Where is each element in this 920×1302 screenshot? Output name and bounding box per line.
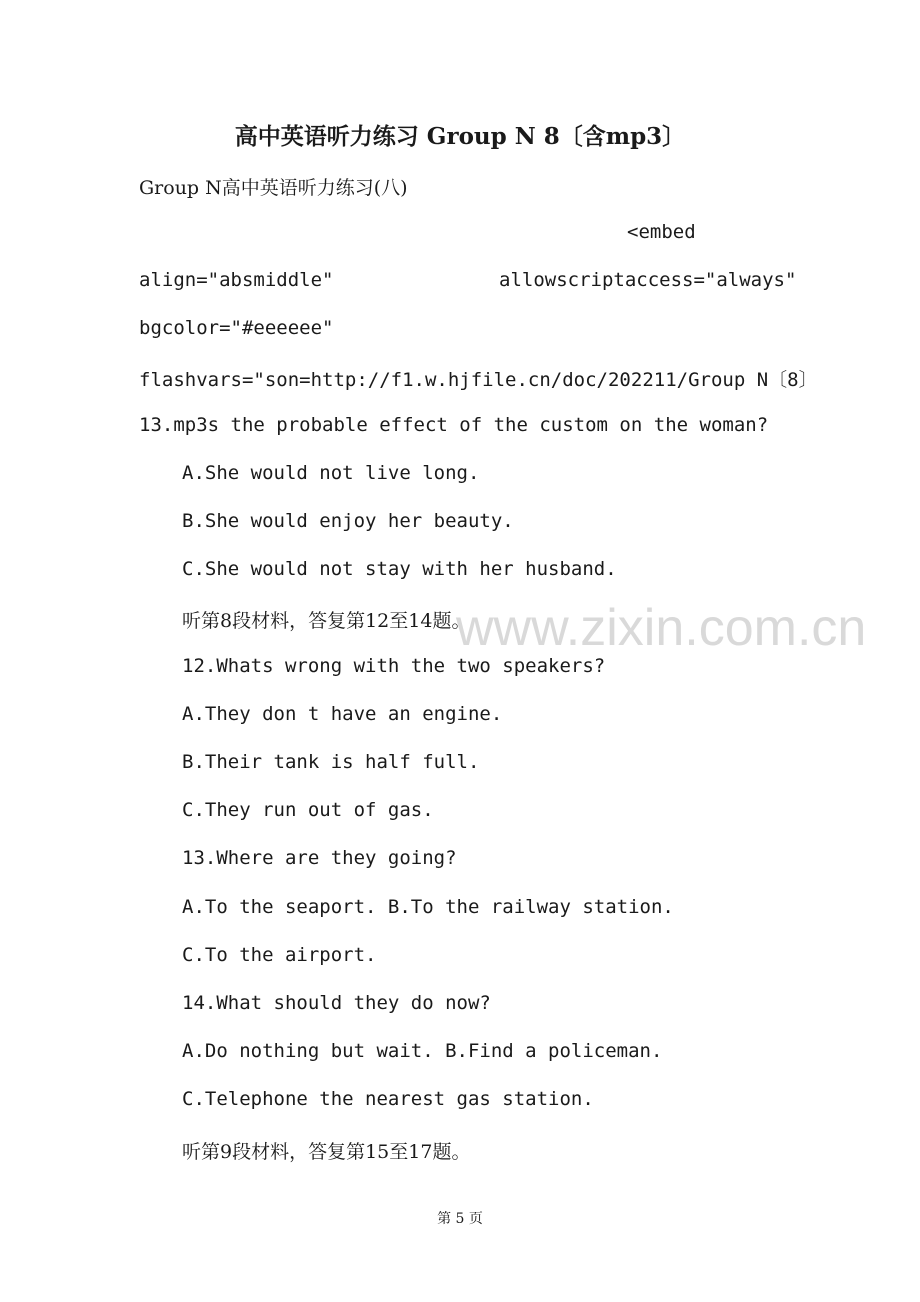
embed-allowscript-attr: allowscriptaccess="always" (499, 269, 797, 291)
question-12: 12.Whats wrong with the two speakers? (182, 655, 606, 677)
question-13-b: 13.Where are they going? (182, 847, 457, 869)
section-9-instruction: 听第9段材料，答复第15至17题。 (182, 1141, 471, 1163)
option-b-q12: B.Their tank is half full. (182, 751, 480, 773)
subtitle-line: Group N高中英语听力练习(八) (139, 177, 408, 199)
document-title: 高中英语听力练习 Group N 8〔含mp3〕 (234, 123, 686, 150)
options-ab-q13b: A.To the seaport. B.To the railway station. (182, 896, 674, 918)
option-a-q13a: A.She would not live long. (182, 462, 480, 484)
question-14: 14.What should they do now? (182, 992, 491, 1014)
page-number: 第 5 页 (437, 1211, 483, 1227)
embed-bgcolor-attr: bgcolor="#eeeeee" (139, 317, 334, 339)
option-c-q13a: C.She would not stay with her husband. (182, 558, 617, 580)
option-b-q13a: B.She would enjoy her beauty. (182, 510, 514, 532)
embed-align-attr: align="absmiddle" (139, 269, 334, 291)
question-13-a: 13.mp3s the probable effect of the custom on the woman? (139, 414, 769, 436)
options-ab-q14: A.Do nothing but wait. B.Find a policeman. (182, 1040, 663, 1062)
embed-flashvars-attr: flashvars="son=http://f1.w.hjfile.cn/doc/202211/Group N〔8〕 (139, 369, 818, 391)
option-c-q14: C.Telephone the nearest gas station. (182, 1088, 594, 1110)
section-8-instruction: 听第8段材料，答复第12至14题。 (182, 610, 471, 632)
option-a-q12: A.They don t have an engine. (182, 703, 503, 725)
watermark-logo: www.zixin.com.cn (456, 599, 867, 657)
option-c-q12: C.They run out of gas. (182, 799, 434, 821)
option-c-q13b: C.To the airport. (182, 944, 377, 966)
embed-tag-line: <embed (627, 221, 696, 243)
